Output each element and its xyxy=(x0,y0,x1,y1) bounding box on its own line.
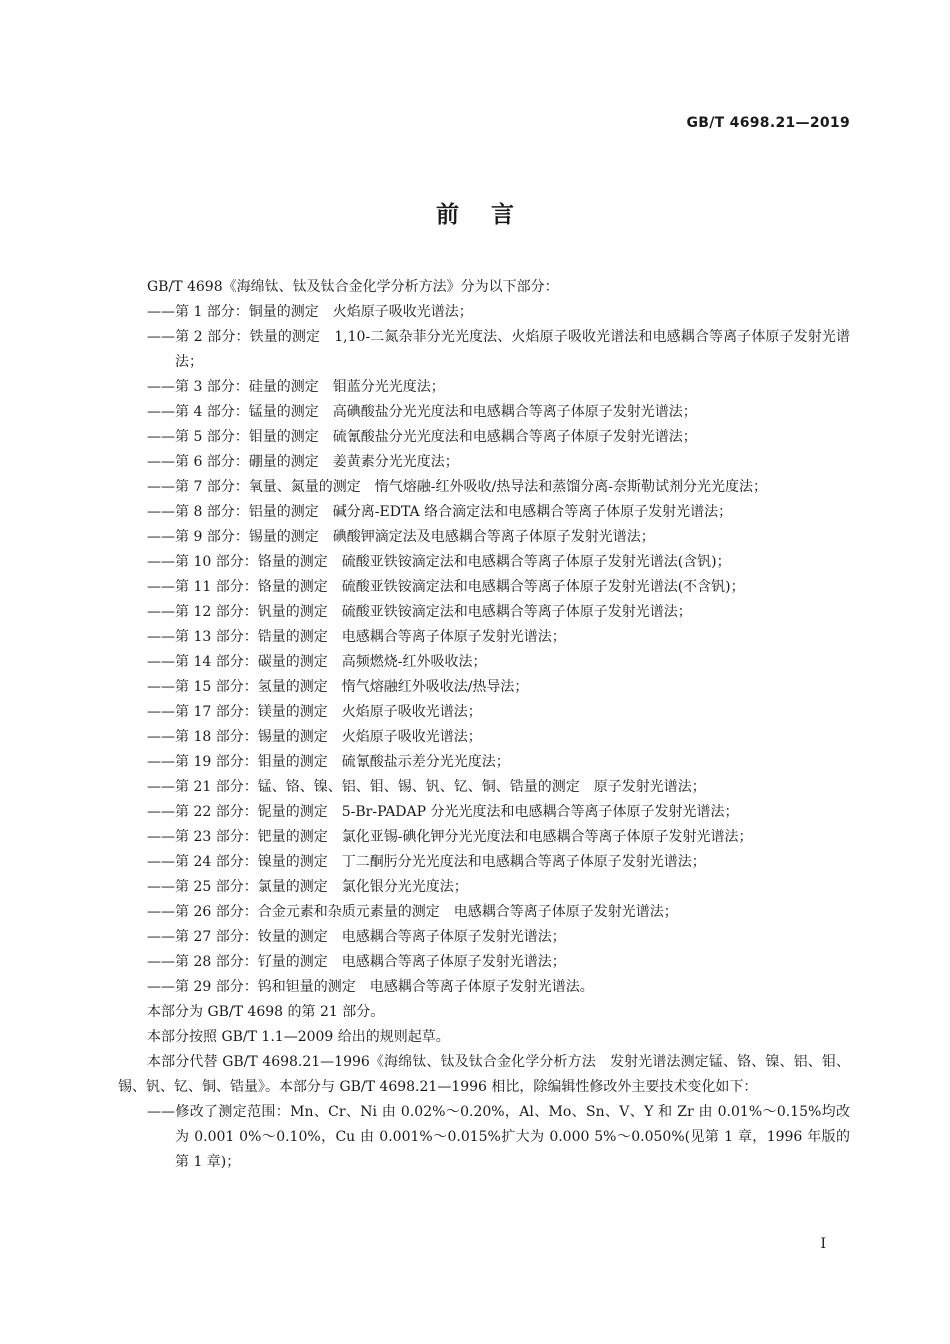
part-list-item: ——第 4 部分：锰量的测定 高碘酸盐分光光度法和电感耦合等离子体原子发射光谱法； xyxy=(147,404,697,420)
paragraph: 本部分按照 GB/T 1.1—2009 给出的规则起草。 xyxy=(147,1029,450,1045)
part-list-item: ——第 22 部分：铌量的测定 5-Br-PADAP 分光光度法和电感耦合等离子体原子发射光谱法； xyxy=(147,804,739,820)
part-list-item: ——第 10 部分：铬量的测定 硫酸亚铁铵滴定法和电感耦合等离子体原子发射光谱法(含钒)； xyxy=(147,554,731,570)
part-list-item: ——第 11 部分：铬量的测定 硫酸亚铁铵滴定法和电感耦合等离子体原子发射光谱法(不含钒)； xyxy=(147,579,745,595)
part-list-item: ——第 9 部分：锡量的测定 碘酸钾滴定法及电感耦合等离子体原子发射光谱法； xyxy=(147,529,655,545)
part-list-item: ——第 21 部分：锰、铬、镍、铝、钼、锡、钒、钇、铜、锆量的测定 原子发射光谱法； xyxy=(147,779,706,795)
paragraph: 本部分为 GB/T 4698 的第 21 部分。 xyxy=(147,1004,385,1020)
changes-list xyxy=(118,1100,850,1175)
page-number: I xyxy=(820,1236,826,1252)
part-list-item: ——第 19 部分：钼量的测定 硫氰酸盐示差分光光度法； xyxy=(147,754,510,770)
part-list-item: ——第 13 部分：锆量的测定 电感耦合等离子体原子发射光谱法； xyxy=(147,629,566,645)
part-list-item: ——第 1 部分：铜量的测定 火焰原子吸收光谱法； xyxy=(147,304,473,320)
part-list-item: ——第 6 部分：硼量的测定 姜黄素分光光度法； xyxy=(147,454,459,470)
part-list-item: ——第 3 部分：硅量的测定 钼蓝分光光度法； xyxy=(147,379,445,395)
part-list-item: ——第 17 部分：镁量的测定 火焰原子吸收光谱法； xyxy=(147,704,482,720)
part-list-item: ——第 27 部分：钕量的测定 电感耦合等离子体原子发射光谱法； xyxy=(147,929,566,945)
part-list-item: ——第 15 部分：氢量的测定 惰气熔融红外吸收法/热导法； xyxy=(147,679,529,695)
part-list-item: ——第 2 部分：铁量的测定 1,10-二氮杂菲分光光度法、火焰原子吸收光谱法和电感耦合等离子体原子发射光谱法； xyxy=(147,329,850,370)
part-list-item: ——第 8 部分：铝量的测定 碱分离-EDTA 络合滴定法和电感耦合等离子体原子发射光谱法； xyxy=(147,504,733,520)
part-list-item: ——第 5 部分：钼量的测定 硫氰酸盐分光光度法和电感耦合等离子体原子发射光谱法； xyxy=(147,429,697,445)
change-list-item: ——修改了测定范围：Mn、Cr、Ni 由 0.02%～0.20%，Al、Mo、Sn、V、Y 和 Zr 由 0.01%～0.15%均改为 0.001 0%～0.10%，Cu 由 0.001%～0.015%扩大为 0.000 5%～0.050%(见第 1 章，1996 年版的第 1 章)； xyxy=(147,1104,850,1170)
part-list-item: ——第 7 部分：氧量、氮量的测定 惰气熔融-红外吸收/热导法和蒸馏分离-奈斯勒试剂分光光度法； xyxy=(147,479,767,495)
part-list-item: ——第 18 部分：锡量的测定 火焰原子吸收光谱法； xyxy=(147,729,482,745)
standard-code: GB/T 4698.21—2019 xyxy=(686,115,850,131)
intro-paragraph: GB/T 4698《海绵钛、钛及钛合金化学分析方法》分为以下部分： xyxy=(147,279,559,295)
part-list-item: ——第 12 部分：钒量的测定 硫酸亚铁铵滴定法和电感耦合等离子体原子发射光谱法； xyxy=(147,604,692,620)
part-list-item: ——第 29 部分：钨和钽量的测定 电感耦合等离子体原子发射光谱法。 xyxy=(147,979,594,995)
paragraph: 本部分代替 GB/T 4698.21—1996《海绵钛、钛及钛合金化学分析方法 发射光谱法测定锰、铬、镍、铝、钼、锡、钒、钇、铜、锆量》。本部分与 GB/T 4698.21—1996 相比，除编辑性修改外主要技术变化如下： xyxy=(118,1054,850,1095)
page-title: 前言 xyxy=(436,201,546,228)
parts-list xyxy=(118,300,850,1000)
part-list-item: ——第 25 部分：氯量的测定 氯化银分光光度法； xyxy=(147,879,468,895)
part-list-item: ——第 26 部分：合金元素和杂质元素量的测定 电感耦合等离子体原子发射光谱法； xyxy=(147,904,678,920)
part-list-item: ——第 24 部分：镍量的测定 丁二酮肟分光光度法和电感耦合等离子体原子发射光谱法； xyxy=(147,854,706,870)
document-body xyxy=(118,275,850,1175)
part-list-item: ——第 23 部分：钯量的测定 氯化亚锡-碘化钾分光光度法和电感耦合等离子体原子发射光谱法； xyxy=(147,829,753,845)
part-list-item: ——第 28 部分：钌量的测定 电感耦合等离子体原子发射光谱法； xyxy=(147,954,566,970)
part-list-item: ——第 14 部分：碳量的测定 高频燃烧-红外吸收法； xyxy=(147,654,487,670)
